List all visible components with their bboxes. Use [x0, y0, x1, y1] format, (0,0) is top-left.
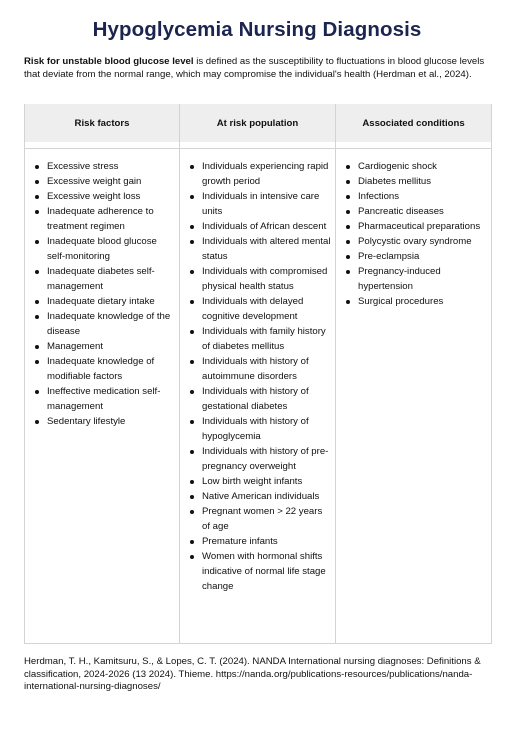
list-item: Excessive weight gain [47, 174, 175, 189]
intro-bold-term: Risk for unstable blood glucose level [24, 56, 194, 67]
list-item: Pregnant women > 22 years of age [202, 504, 331, 534]
intro-definition: is defined as the susceptibility to fluctuations in blood glucose levels that deviate from the normal range, which may compromise the individual's health (Herdman et al., 2024). [24, 56, 485, 80]
list-item: Pregnancy-induced hypertension [358, 264, 487, 294]
list-item: Individuals with history of hypoglycemia [202, 414, 331, 444]
page-title: Hypoglycemia Nursing Diagnosis [92, 18, 422, 41]
list-item: Individuals with delayed cognitive development [202, 294, 331, 324]
list-item: Individuals of African descent [202, 219, 331, 234]
column-header-associated-conditions: Associated conditions [336, 104, 492, 142]
list-item: Infections [358, 189, 487, 204]
table-body-row [25, 149, 492, 644]
risk-factors-cell [25, 149, 180, 644]
list-item: Individuals with history of gestational diabetes [202, 384, 331, 414]
list-item: Inadequate dietary intake [47, 294, 175, 309]
column-header-at-risk-population: At risk population [180, 104, 336, 142]
risk-factors-list [25, 149, 179, 429]
list-item: Individuals experiencing rapid growth period [202, 159, 331, 189]
list-item: Surgical procedures [358, 294, 487, 309]
list-item: Inadequate adherence to treatment regimen [47, 204, 175, 234]
list-item: Pre-eclampsia [358, 249, 487, 264]
list-item: Individuals with family history of diabetes mellitus [202, 324, 331, 354]
list-item: Native American individuals [202, 489, 331, 504]
list-item: Inadequate knowledge of the disease [47, 309, 175, 339]
reference-citation: Herdman, T. H., Kamitsuru, S., & Lopes, C. T. (2024). NANDA International nursing diagnoses: Definitions & classification, 2024-2026 (13 2024). Thieme. https://nanda.org/publications-resources/publications/nanda-international-nursing-diagnoses/ [24, 656, 481, 693]
list-item: Premature infants [202, 534, 331, 549]
at-risk-population-list [180, 149, 335, 594]
list-item: Individuals with altered mental status [202, 236, 331, 262]
intro-paragraph [24, 56, 494, 81]
table-header-row [25, 104, 492, 142]
list-item: Inadequate knowledge of modifiable factors [47, 354, 175, 384]
list-item: Excessive weight loss [47, 189, 175, 204]
list-item: Diabetes mellitus [358, 174, 487, 189]
list-item: Sedentary lifestyle [47, 414, 175, 429]
list-item: Individuals with history of pre-pregnancy overweight [202, 444, 331, 474]
list-item: Excessive stress [47, 159, 175, 174]
list-item: Inadequate diabetes self-management [47, 264, 175, 294]
list-item: Inadequate blood glucose self-monitoring [47, 234, 175, 264]
list-item: Individuals in intensive care units [202, 189, 331, 219]
list-item: Low birth weight infants [202, 474, 331, 489]
list-item: Pancreatic diseases [358, 204, 487, 219]
list-item: Pharmaceutical preparations [358, 219, 487, 234]
at-risk-population-cell [180, 149, 336, 644]
list-item: Management [47, 339, 175, 354]
diagnosis-table [24, 104, 492, 644]
list-item: Cardiogenic shock [358, 159, 487, 174]
list-item: Individuals with history of autoimmune disorders [202, 354, 331, 384]
associated-conditions-cell [336, 149, 492, 644]
column-header-risk-factors: Risk factors [25, 104, 180, 142]
list-item: Individuals with compromised physical health status [202, 264, 331, 294]
list-item: Polycystic ovary syndrome [358, 234, 487, 249]
list-item: Women with hormonal shifts indicative of normal life stage change [202, 549, 331, 594]
associated-conditions-list [336, 149, 491, 309]
list-item: Ineffective medication self-management [47, 384, 175, 414]
